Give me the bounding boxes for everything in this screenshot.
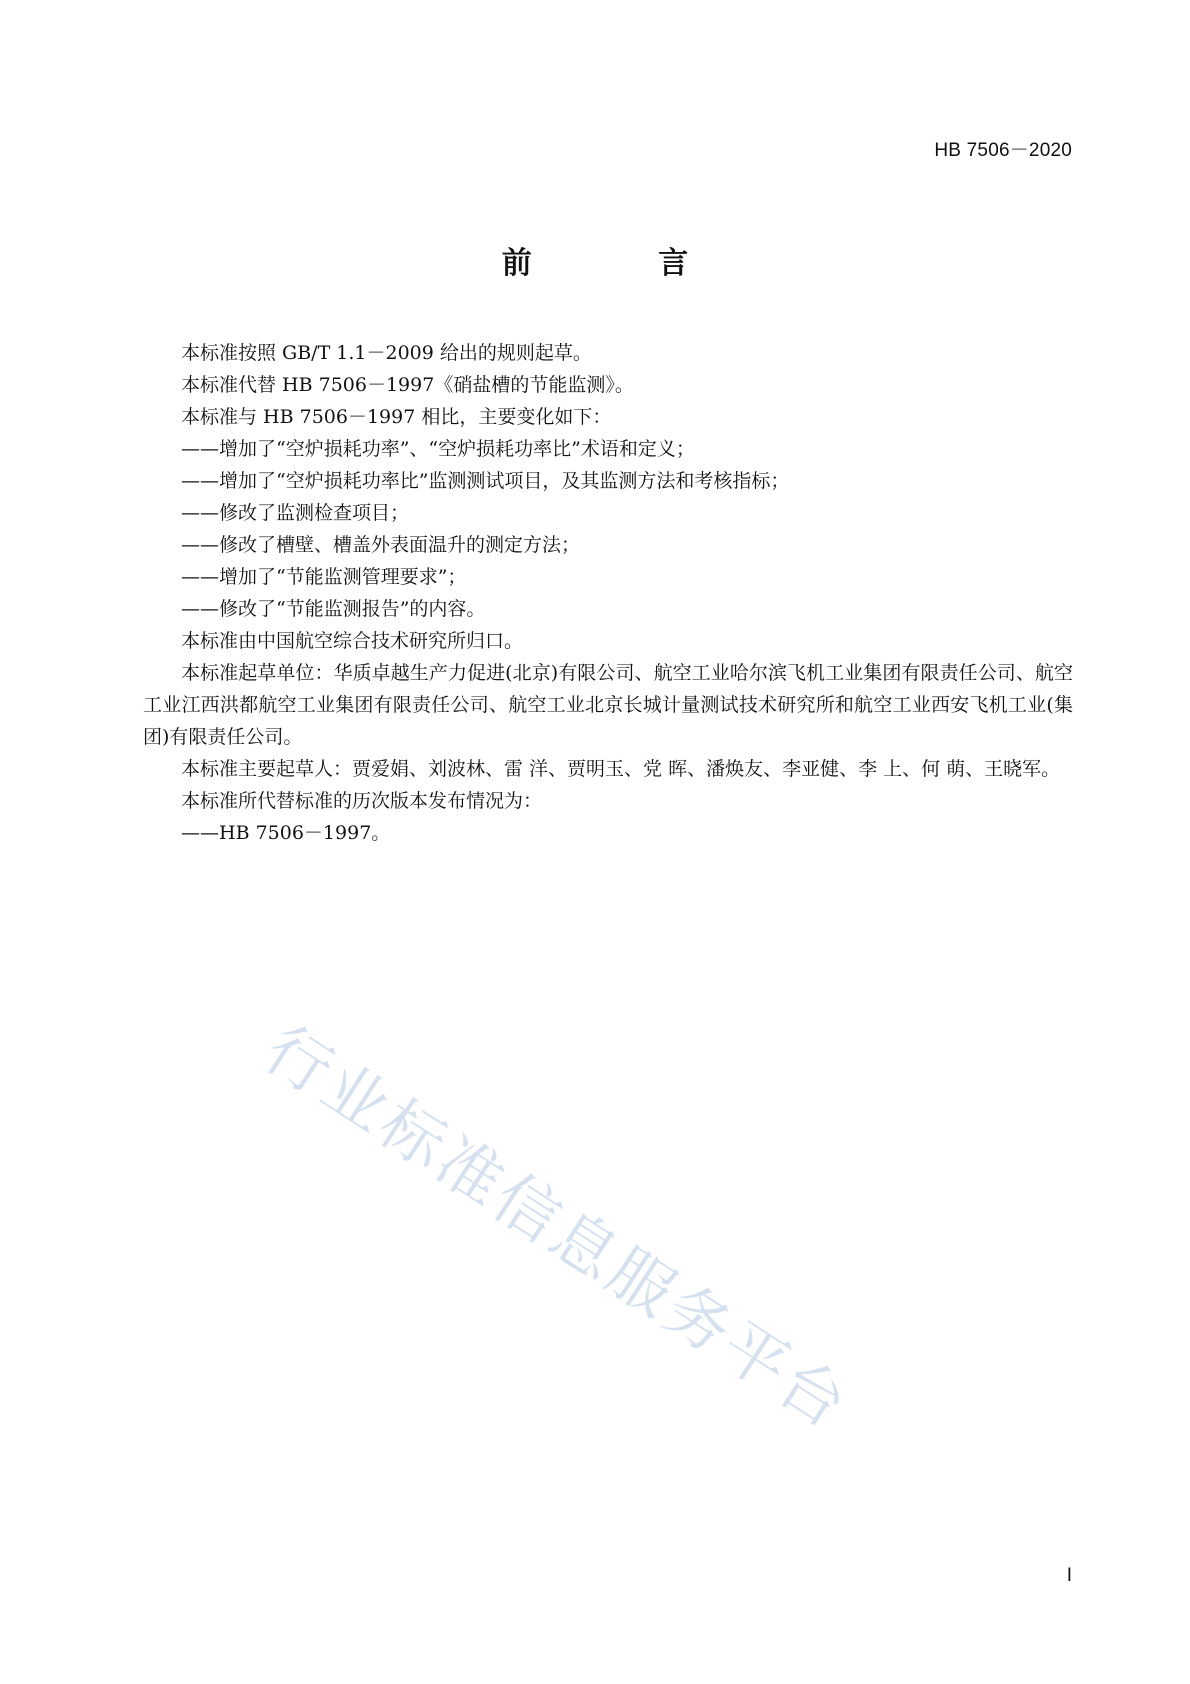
list-item: ——增加了“节能监测管理要求”； [181,566,467,588]
page-title: 前 言 [501,246,747,281]
list-item: ——HB 7506－1997。 [181,822,391,844]
foreword-body [143,337,1073,849]
paragraph-drafting-units: 本标准起草单位：华质卓越生产力促进(北京)有限公司、航空工业哈尔滨飞机工业集团有限责任公司、航空工业江西洪都航空工业集团有限责任公司、航空工业北京长城计量测试技术研究所和航空工业西安飞机工业(集团)有限责任公司。 [143,662,1073,748]
page-number: I [1066,1565,1072,1586]
list-item: ——增加了“空炉损耗功率”、“空炉损耗功率比”术语和定义； [181,438,695,460]
standard-code: HB 7506－2020 [934,140,1072,161]
list-item: ——修改了监测检查项目； [181,502,410,524]
list-item: ——修改了“节能监测报告”的内容。 [181,598,486,620]
list-item: ——增加了“空炉损耗功率比”监测测试项目，及其监测方法和考核指标； [181,470,790,492]
paragraph-changes-intro: 本标准与 HB 7506－1997 相比，主要变化如下： [181,406,612,428]
list-item: ——修改了槽壁、槽盖外表面温升的测定方法； [181,534,581,556]
paragraph-drafters: 本标准主要起草人：贾爱娟、刘波林、雷 洋、贾明玉、党 晖、潘焕友、李亚健、李 上、何 萌、王晓军。 [181,758,1061,780]
paragraph-responsible-org: 本标准由中国航空综合技术研究所归口。 [181,630,524,652]
watermark: 行业标准信息服务平台 [251,1012,863,1445]
paragraph-replaces: 本标准代替 HB 7506－1997《硝盐槽的节能监测》。 [181,374,634,396]
paragraph-drafting-rules: 本标准按照 GB/T 1.1－2009 给出的规则起草。 [181,342,592,364]
paragraph-history-intro: 本标准所代替标准的历次版本发布情况为： [181,790,543,812]
